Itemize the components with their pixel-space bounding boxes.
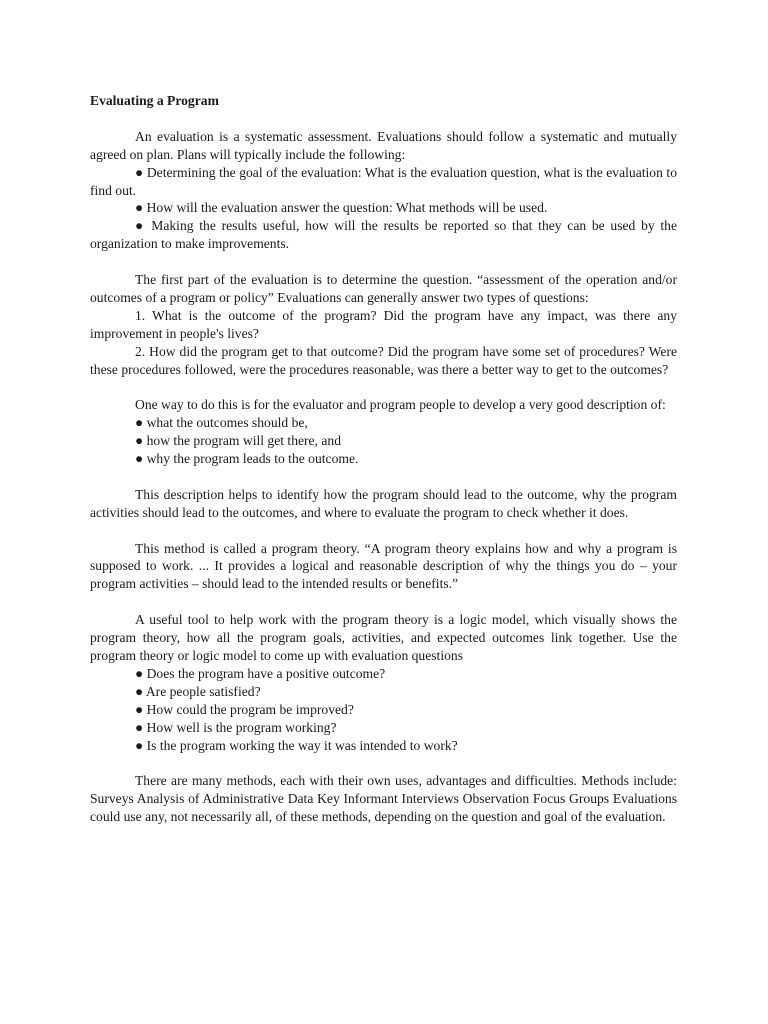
paragraph-spacer xyxy=(90,378,677,396)
document-page xyxy=(90,92,677,826)
paragraph-spacer xyxy=(90,468,677,486)
list-item: ● How well is the program working? xyxy=(135,719,337,735)
list-item: ● Does the program have a positive outcome? xyxy=(135,665,386,681)
list-item: ● Determining the goal of the evaluation: What is the evaluation question, what is the evaluation to find out. xyxy=(90,164,677,198)
list-item: ● why the program leads to the outcome. xyxy=(135,451,359,467)
document-body xyxy=(90,128,677,826)
list-item: 2. How did the program get to that outcome? Did the program have some set of procedures? Were these procedures followed, were the procedures reasonable, was there a better way to get to the outcomes? xyxy=(90,343,677,377)
paragraph: The first part of the evaluation is to determine the question. “assessment of the operation and/or outcomes of a program or policy” Evaluations can generally answer two types of questions: xyxy=(90,272,677,305)
paragraph-spacer xyxy=(90,522,677,540)
list-item: ● how the program will get there, and xyxy=(135,433,342,449)
list-item: ● Is the program working the way it was intended to work? xyxy=(135,737,458,753)
paragraph: This method is called a program theory. “A program theory explains how and why a program is supposed to work. ... It provides a logical and reasonable description of why the things you do – your program activities – should lead to the intended results or benefits.” xyxy=(90,540,677,592)
paragraph: This description helps to identify how the program should lead to the outcome, why the program activities should lead to the outcomes, and where to evaluate the program to check whether it does. xyxy=(90,486,677,520)
list-item: ● Making the results useful, how will the results be reported so that they can be used by the organization to make improvements. xyxy=(90,218,677,252)
list-item: ● what the outcomes should be, xyxy=(135,415,308,431)
paragraph: There are many methods, each with their own uses, advantages and difficulties. Methods include: Surveys Analysis of Administrative Data Key Informant Interviews Observation Focus Groups Evaluations could use any, not necessarily all, of these methods, depending on the question and goal of the evaluation. xyxy=(90,773,677,825)
paragraph: An evaluation is a systematic assessment. Evaluations should follow a systematic and mutually agreed on plan. Plans will typically include the following: xyxy=(90,128,677,162)
paragraph: One way to do this is for the evaluator and program people to develop a very good description of: xyxy=(135,397,666,413)
list-item: ● How could the program be improved? xyxy=(135,701,354,717)
paragraph: A useful tool to help work with the program theory is a logic model, which visually shows the program theory, how all the program goals, activities, and expected outcomes link together. Use the program theory or logic model to come up with evaluation questions xyxy=(90,612,677,663)
list-item: 1. What is the outcome of the program? Did the program have any impact, was there any improvement in people's lives? xyxy=(90,307,677,341)
paragraph-spacer xyxy=(90,754,677,772)
paragraph-spacer xyxy=(90,593,677,611)
list-item: ● How will the evaluation answer the question: What methods will be used. xyxy=(135,200,548,216)
paragraph-spacer xyxy=(90,253,677,271)
list-item: ● Are people satisfied? xyxy=(135,683,261,699)
document-title: Evaluating a Program xyxy=(90,93,219,108)
